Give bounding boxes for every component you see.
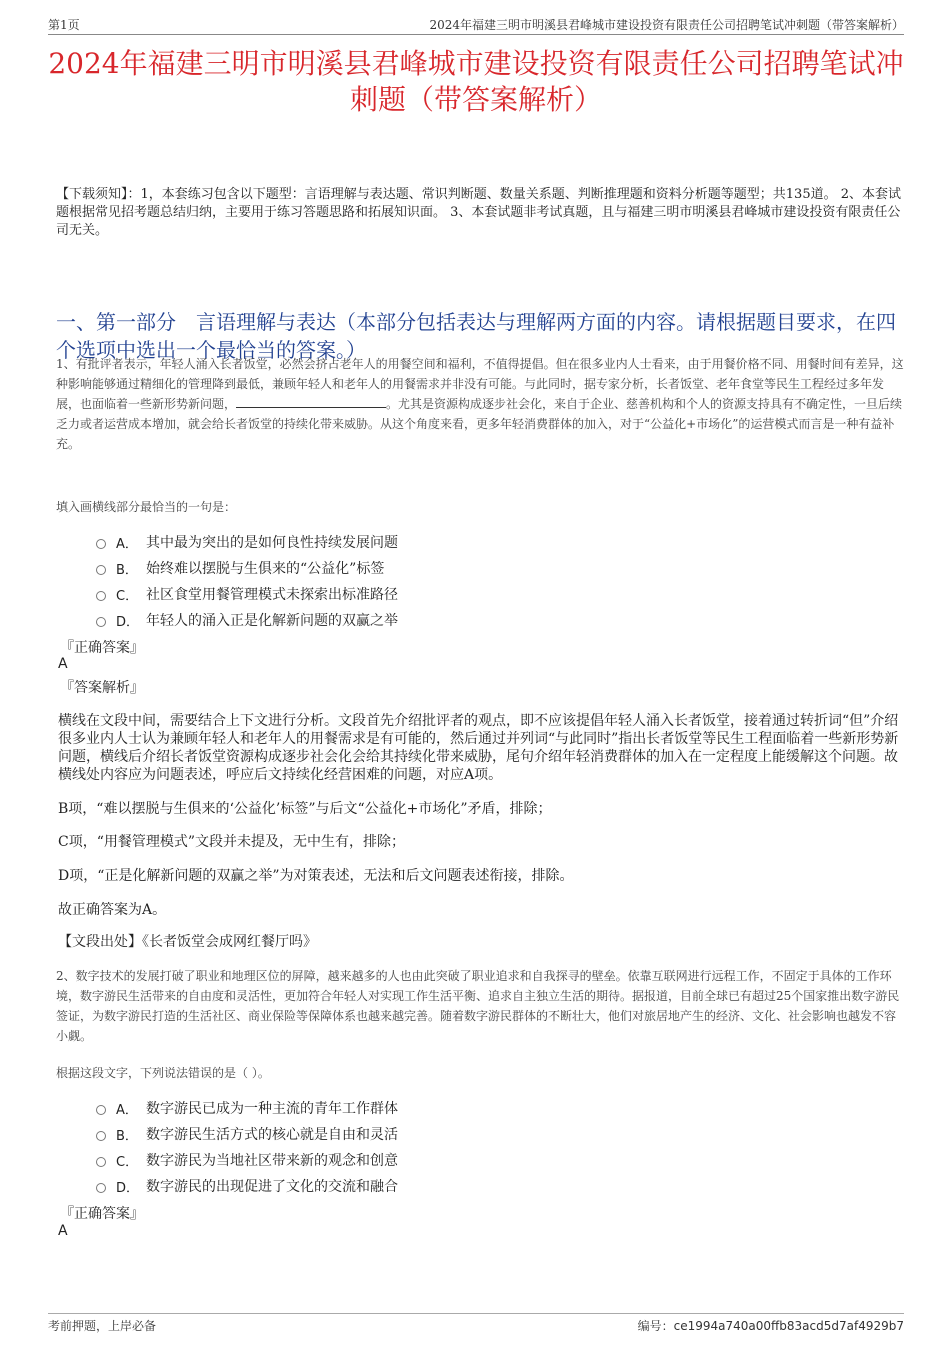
option-b[interactable]: B． 数字游民生活方式的核心就是自由和灵活 (96, 1121, 906, 1147)
answer-value: A (58, 656, 68, 672)
page-footer (48, 1313, 904, 1334)
footer-code-value: ce1994a740a00ffb83acd5d7af4929b7 (673, 1319, 904, 1333)
footer-code-label: 编号： (637, 1319, 674, 1333)
analysis-option-b: B项，“难以摆脱与生俱来的‘公益化’标签”与后文“公益化+市场化”矛盾，排除； (58, 801, 552, 817)
analysis-paragraph: 横线在文段中间，需要结合上下文进行分析。文段首先介绍批评者的观点，即不应该提倡年轻人涌入长者饭堂，接着通过转折词“但”介绍很多业内人士认为兼顾年轻人和老年人的用餐需求是有可能的，然后通过并列词“与此同时”指出长者饭堂等民生工程面临着一些新形势新问题，横线后介绍长者饭堂资源构成逐步社会化会给其持续化带来威胁，尾句介绍年轻消费群体的加入在一定程度上能缓解这个问题。故横线处内容应为问题表述，呼应后文持续化经营困难的问题，对应A项。 (58, 713, 899, 783)
answer-label: 『正确答案』 (60, 640, 144, 656)
footer-code (638, 1317, 904, 1334)
radio-icon[interactable] (96, 1183, 106, 1193)
analysis-label: 『答案解析』 (60, 680, 144, 696)
radio-icon[interactable] (96, 1105, 106, 1115)
answer-label: 『正确答案』 (60, 1206, 144, 1222)
question-1-prompt: 填入画横线部分最恰当的一句是： (56, 500, 237, 514)
radio-icon[interactable] (96, 617, 106, 627)
radio-icon[interactable] (96, 565, 106, 575)
option-b[interactable]: B． 始终难以摆脱与生俱来的“公益化”标签 (96, 555, 906, 581)
download-notice: 【下载须知】：1，本套练习包含以下题型：言语理解与表达题、常识判断题、数量关系题、判断推理题和资料分析题等题型；共135道。 2、本套试题根据常见招考题总结归纳，主要用于练习答题思路和拓展知识面。 3、本套试题非考试真题，且与福建三明市明溪县君峰城市建设投资有限责任公司无关。 (56, 187, 901, 238)
question-1-options (96, 529, 906, 633)
option-c[interactable]: C． 社区食堂用餐管理模式未探索出标准路径 (96, 581, 906, 607)
question-2-prompt: 根据这段文字，下列说法错误的是（ ）。 (56, 1066, 270, 1080)
question-1-stem-part-a: 1、有批评者表示，年轻人涌入长者饭堂，必然会挤占老年人的用餐空间和福利，不值得提倡。但在很多业内人士看来，由于用餐价格不同、用餐时间有差异，这种影响能够通过精细化的管理降到最低，兼顾年轻人和老年人的用餐需求并非没有可能。与此同时，据专家分析，长者饭堂、老年食堂等民生工程经过多年发展，也面临着一些新形势新问题， (56, 357, 904, 411)
question-1-stem-part-b: 。尤其是资源构成逐步社会化，来自于企业、慈善机构和个人的资源支持具有不确定性，一旦后续乏力或者运营成本增加，就会给长者饭堂的持续化带来威胁。从这个角度来看，更多年轻消费群体的加入，对于“公益化+市场化”的运营模式而言是一种有益补充。 (56, 397, 903, 451)
page-number: 第1页 (48, 18, 80, 32)
page-header (48, 14, 904, 35)
radio-icon[interactable] (96, 539, 106, 549)
section-heading: 一、第一部分 言语理解与表达（本部分包括表达与理解两方面的内容。请根据题目要求，在四个选项中选出一个最恰当的答案。） (56, 310, 896, 362)
radio-icon[interactable] (96, 1157, 106, 1167)
question-1-stem (56, 354, 906, 454)
answer-value: A (58, 1223, 68, 1239)
option-d[interactable]: D． 年轻人的涌入正是化解新问题的双赢之举 (96, 607, 906, 633)
question-2-options (96, 1095, 906, 1199)
radio-icon[interactable] (96, 1131, 106, 1141)
option-d[interactable]: D． 数字游民的出现促进了文化的交流和融合 (96, 1173, 906, 1199)
header-doc-title: 2024年福建三明市明溪县君峰城市建设投资有限责任公司招聘笔试冲刺题（带答案解析） (429, 18, 904, 32)
text-source: 【文段出处】《长者饭堂会成网红餐厅吗》 (58, 934, 317, 950)
option-c[interactable]: C． 数字游民为当地社区带来新的观念和创意 (96, 1147, 906, 1173)
document-title: 2024年福建三明市明溪县君峰城市建设投资有限责任公司招聘笔试冲刺题（带答案解析） (48, 47, 904, 116)
radio-icon[interactable] (96, 591, 106, 601)
analysis-conclusion: 故正确答案为A。 (58, 902, 167, 918)
option-a[interactable]: A． 其中最为突出的是如何良性持续发展问题 (96, 529, 906, 555)
fill-blank (236, 395, 386, 408)
analysis-option-d: D项，“正是化解新问题的双赢之举”为对策表述，无法和后文问题表述衔接，排除。 (58, 868, 574, 884)
option-a[interactable]: A． 数字游民已成为一种主流的青年工作群体 (96, 1095, 906, 1121)
question-2-stem: 2、数字技术的发展打破了职业和地理区位的屏障，越来越多的人也由此突破了职业追求和自我探寻的壁垒。依靠互联网进行远程工作，不固定于具体的工作环境，数字游民生活带来的自由度和灵活性，更加符合年轻人对实现工作生活平衡、追求自主独立生活的期待。据报道，目前全球已有超过25个国家推出数字游民签证，为数字游民打造的生活社区、商业保险等保障体系也越来越完善。随着数字游民群体的不断壮大，他们对旅居地产生的经济、文化、社会影响也越发不容小觑。 (56, 969, 900, 1043)
analysis-option-c: C项，“用餐管理模式”文段并未提及，无中生有，排除； (58, 834, 406, 850)
footer-slogan: 考前押题，上岸必备 (48, 1319, 157, 1333)
